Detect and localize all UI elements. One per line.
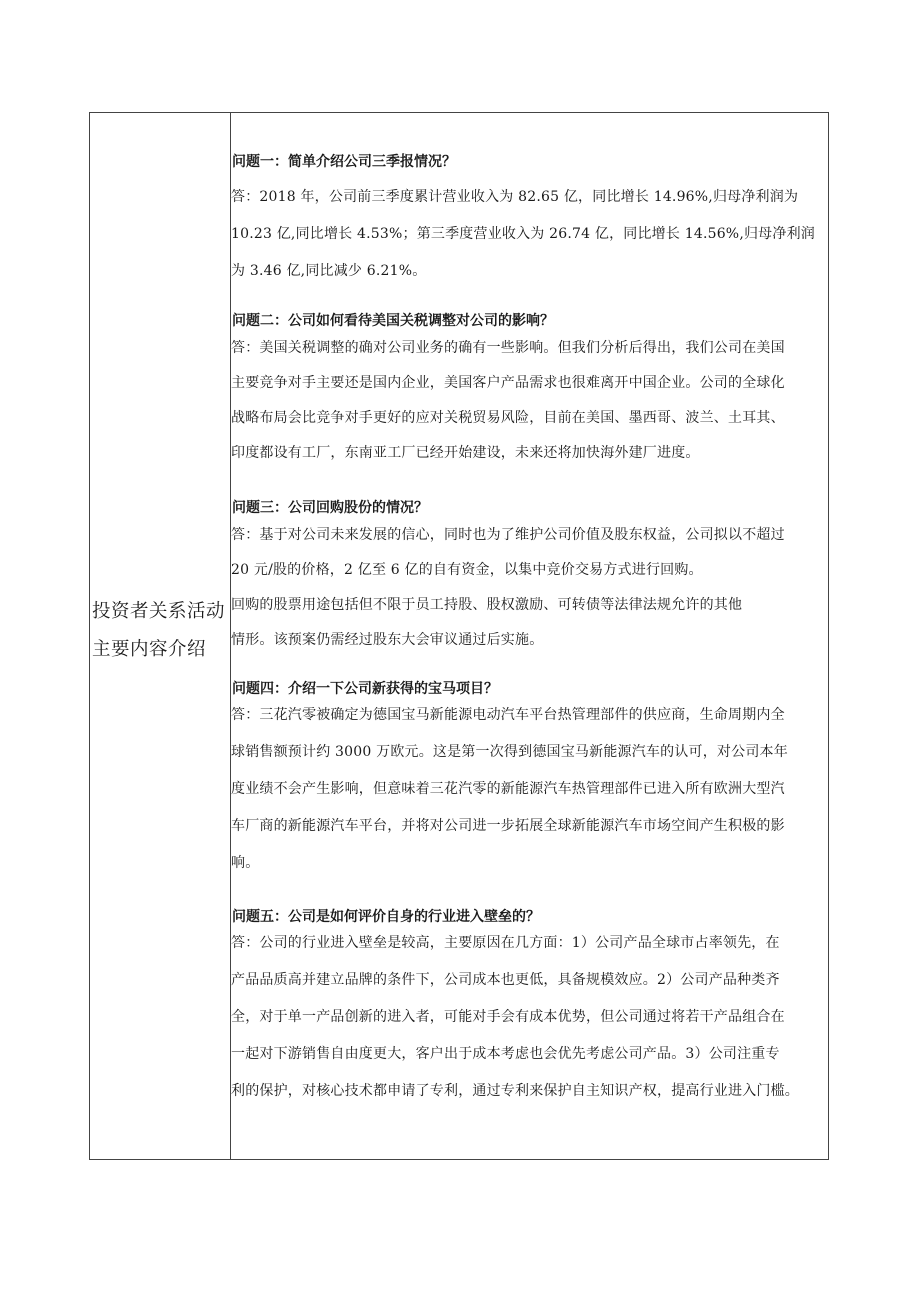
label-cell (90, 113, 231, 1159)
answer-line: 答：美国关税调整的确对公司业务的确有一些影响。但我们分析后得出，我们公司在美国 (231, 340, 785, 356)
question-3: 问题三：公司回购股份的情况？ (232, 500, 428, 516)
table-frame (89, 112, 829, 1160)
answer-line: 答：基于对公司未来发展的信心，同时也为了维护公司价值及股东权益，公司拟以不超过 (231, 527, 785, 543)
answer-line: 答：三花汽零被确定为德国宝马新能源电动汽车平台热管理部件的供应商，生命周期内全 (231, 707, 785, 723)
answer-line: 情形。该预案仍需经过股东大会审议通过后实施。 (231, 632, 544, 648)
answer-line: 战略布局会比竞争对手更好的应对关税贸易风险，目前在美国、墨西哥、波兰、土耳其、 (231, 410, 785, 426)
answer-line: 球销售额预计约 3000 万欧元。这是第一次得到德国宝马新能源汽车的认可，对公司本年 (231, 744, 788, 760)
question-2: 问题二：公司如何看待美国关税调整对公司的影响？ (232, 313, 554, 329)
answer-2 (231, 331, 828, 471)
answer-4 (231, 697, 828, 882)
question-1: 问题一：简单介绍公司三季报情况？ (232, 154, 456, 170)
row-label: 投资者关系活动主要内容介绍 (92, 601, 226, 660)
answer-line: 回购的股票用途包括但不限于员工持股、股权激励、可转债等法律法规允许的其他 (231, 597, 743, 613)
answer-1 (231, 179, 828, 290)
answer-line: 答：2018 年，公司前三季度累计营业收入为 82.65 亿，同比增长 14.96%,归母净利润为 (231, 189, 799, 205)
answer-line: 响。 (231, 855, 260, 871)
answer-line: 主要竞争对手主要还是国内企业，美国客户产品需求也很难离开中国企业。公司的全球化 (231, 375, 785, 391)
answer-line: 10.23 亿,同比增长 4.53%；第三季度营业收入为 26.74 亿，同比增长 14.56%,归母净利润 (231, 226, 815, 242)
content-cell (231, 113, 828, 1159)
answer-3 (231, 518, 828, 658)
answer-5 (231, 925, 828, 1110)
answer-line: 度业绩不会产生影响，但意味着三花汽零的新能源汽车热管理部件已进入所有欧洲大型汽 (231, 781, 785, 797)
answer-line: 为 3.46 亿,同比减少 6.21%。 (231, 263, 427, 279)
answer-line: 车厂商的新能源汽车平台，并将对公司进一步拓展全球新能源汽车市场空间产生积极的影 (231, 818, 785, 834)
answer-line: 全，对于单一产品创新的进入者，可能对手会有成本优势，但公司通过将若干产品组合在 (231, 1009, 785, 1025)
answer-line: 印度都设有工厂，东南亚工厂已经开始建设，未来还将加快海外建厂进度。 (231, 445, 700, 461)
answer-line: 产品品质高并建立品牌的条件下，公司成本也更低，具备规模效应。2）公司产品种类齐 (231, 972, 780, 988)
qa-content (231, 153, 828, 1110)
answer-line: 利的保护，对核心技术都申请了专利，通过专利来保护自主知识产权，提高行业进入门槛。 (231, 1083, 799, 1099)
question-4: 问题四：介绍一下公司新获得的宝马项目？ (232, 681, 498, 697)
answer-line: 一起对下游销售自由度更大，客户出于成本考虑也会优先考虑公司产品。3）公司注重专 (231, 1046, 780, 1062)
question-5: 问题五：公司是如何评价自身的行业进入壁垒的？ (232, 909, 540, 925)
answer-line: 20 元/股的价格，2 亿至 6 亿的自有资金，以集中竞价交易方式进行回购。 (231, 562, 703, 578)
answer-line: 答：公司的行业进入壁垒是较高，主要原因在几方面：1）公司产品全球市占率领先，在 (231, 935, 780, 951)
